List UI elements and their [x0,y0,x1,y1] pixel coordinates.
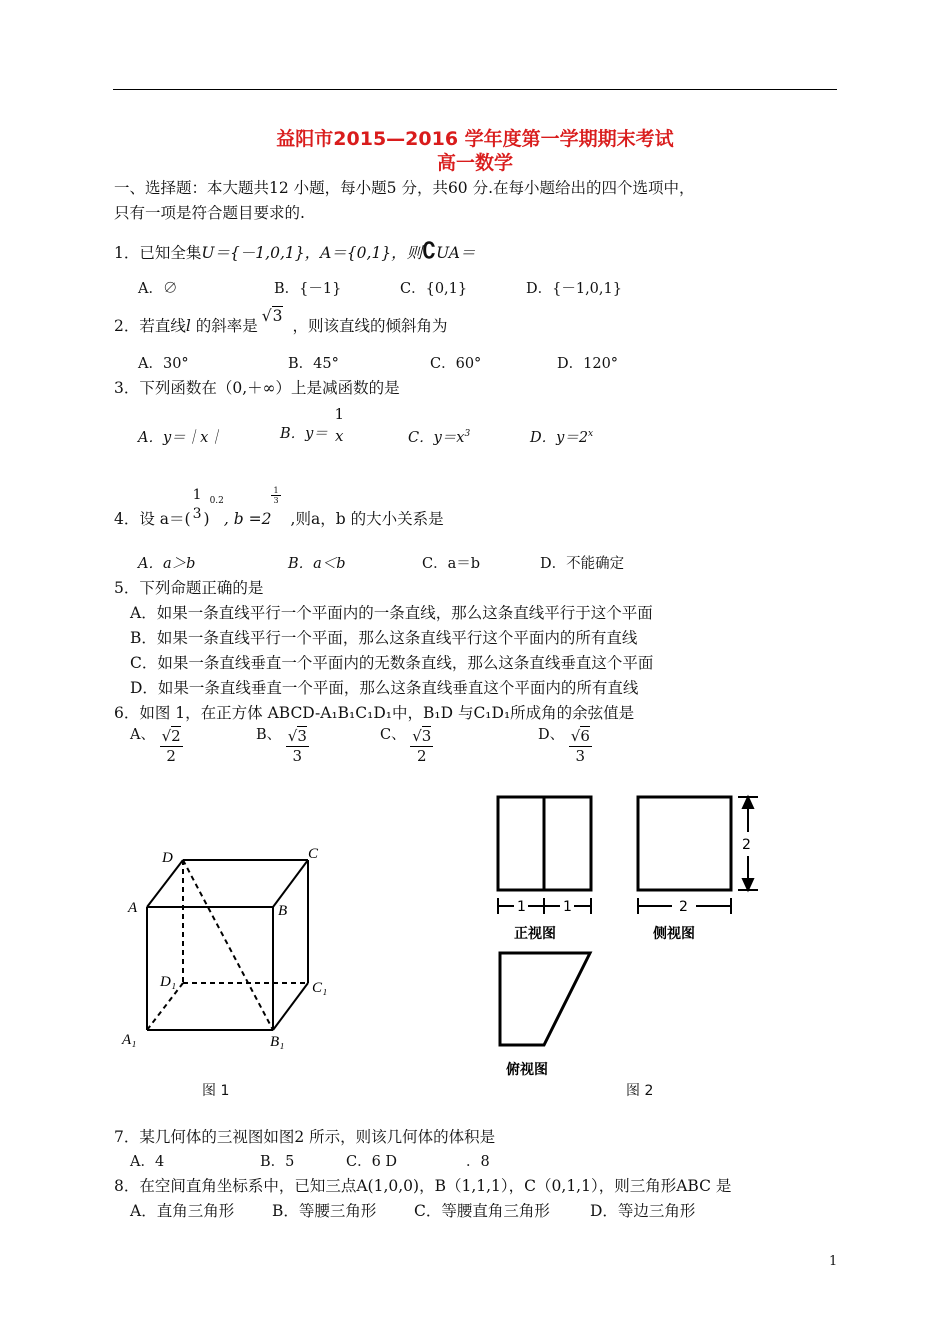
q7-option-d: ．8 [466,1154,490,1170]
q4-mid: , b =2 [223,510,272,528]
label-c: C [308,846,319,862]
q1-prefix: 1．已知全集 [114,244,202,262]
header-rule [113,89,837,90]
label-a: A [128,900,138,916]
q8-option-c: C．等腰直角三角形 [414,1202,550,1220]
q3-optc-base: C．y＝x [408,430,465,446]
label-c1: C₁ [312,980,328,996]
q3-optd-base: D．y＝2 [530,430,589,446]
dim-label-1: 1 [517,899,526,915]
figure-2-caption: 图 2 [626,1083,654,1099]
q4-option-b: B．a＜b [288,556,346,572]
diagonal-db1 [183,860,273,1030]
q5-option-d: D．如果一条直线垂直一个平面，那么这条直线垂直这个平面内的所有直线 [130,679,639,697]
q6-opta-num: √2 [161,727,181,745]
q7-option-a: A．4 [130,1154,165,1170]
side-view [638,797,731,890]
q6-optc-radicand: 3 [421,727,432,745]
question-5: 5．下列命题正确的是 [114,579,264,597]
q6-optc-den: 2 [417,747,427,765]
q6-opta-radicand: 2 [171,727,181,745]
q3-option-c [408,426,470,447]
q4-exp2 [271,486,280,505]
q6-option-c [380,727,433,766]
q6-option-a [130,727,183,766]
q4-frac-num: 1 [192,487,202,503]
q6-opta-label: A、 [130,726,155,743]
top-view [500,953,590,1045]
question-1 [114,238,475,264]
page-number: 1 [829,1254,838,1269]
q2-line-l: l [185,317,191,335]
q6-option-d [538,727,592,766]
question-4 [114,478,444,528]
side-view-label: 侧视图 [653,926,695,942]
q8-option-a: A．直角三角形 [130,1202,235,1220]
q8-option-d: D．等边三角形 [590,1202,696,1220]
q2-option-a: A．30° [138,356,189,372]
q1-tail: UA＝ [436,244,476,262]
q2-sqrt-radicand: 3 [272,307,283,325]
q4-option-c: C．a＝b [422,556,481,572]
q1-sets: U＝{－1,0,1}，A＝{0,1}，则 [201,244,423,262]
q6-option-b [256,727,309,766]
q6-optd-radicand: 6 [580,727,590,745]
label-a1: A₁ [122,1032,137,1048]
q3-optb-num: 1 [334,405,345,423]
exam-title: 益阳市2015—2016 学年度第一学期期末考试 [276,128,674,150]
question-7: 7．某几何体的三视图如图2 所示，则该几何体的体积是 [114,1128,496,1146]
q7-option-b: B．5 [260,1154,295,1170]
q3-optc-exp: 3 [464,429,471,440]
q4-pre: 4．设 a＝( [114,510,191,528]
q6-optb-radicand: 3 [297,727,307,745]
question-6: 6．如图 1，在正方体 ABCD-A₁B₁C₁D₁中，B₁D 与C₁D₁所成角的余弦值是 [114,704,635,722]
q2-option-c: C．60° [430,356,482,372]
q4-exp2-den: 3 [273,495,279,505]
dim-label-side: 2 [679,899,688,915]
label-d1: D₁ [160,974,177,990]
q4-exp1: 0.2 [209,495,224,506]
q4-tail: ,则a，b 的大小关系是 [290,510,444,528]
q6-optb-den: 3 [292,747,303,765]
q4-paren: ) [203,510,210,528]
q3-option-b [280,403,346,447]
q7-option-c: C．6 D [346,1154,398,1170]
q2-option-b: B．45° [288,356,339,372]
section-instructions-line2: 只有一项是符合题目要求的. [114,204,305,222]
dim-label-2: 1 [563,899,572,915]
q4-option-d: D．不能确定 [540,556,625,572]
q1-option-c: C．{0,1} [400,281,468,297]
q6-optd-label: D、 [538,726,565,743]
q6-optc-label: C、 [380,726,406,743]
q6-optc-fraction [410,727,433,766]
section-instructions-line1: 一、选择题：本大题共12 小题，每小题5 分，共60 分.在每小题给出的四个选项中， [114,179,695,197]
q3-option-d [530,426,593,447]
q1-option-d: D．{－1,0,1} [526,281,622,297]
top-view-label: 俯视图 [506,1062,548,1078]
figure-1-caption: 图 1 [202,1083,230,1099]
q6-opta-fraction [160,727,183,766]
q5-option-b: B．如果一条直线平行一个平面，那么这条直线平行这个平面内的所有直线 [130,629,638,647]
label-d: D [162,850,173,866]
q4-exp2-num: 1 [273,485,279,495]
q6-optc-num: √3 [412,727,432,745]
q2-option-d: D．120° [557,356,619,372]
figure-1-cube [120,840,350,1060]
q6-optd-fraction [569,727,592,766]
q1-option-a: A．∅ [138,281,178,297]
question-3: 3．下列函数在（0,＋∞）上是减函数的是 [114,379,400,397]
question-8: 8．在空间直角坐标系中，已知三点A(1,0,0)，B（1,1,1），C（0,1,1），则三角形ABC 是 [114,1177,732,1195]
q3-optb-den: x [335,427,344,445]
q3-optb-prefix: B．y＝ [280,426,328,442]
edge-b1c1 [273,983,308,1030]
arrow-up [743,797,753,808]
q6-opta-den: 2 [166,747,176,765]
q1-option-b: B．{－1} [274,281,342,297]
question-2 [114,307,448,336]
q2-text-c: ，则该直线的倾斜角为 [292,317,448,335]
front-view-label: 正视图 [514,926,556,942]
complement-symbol: ∁ [422,238,437,264]
figure-2-three-views [490,790,770,1090]
q5-option-c: C．如果一条直线垂直一个平面内的无数条直线，那么这条直线垂直这个平面 [130,654,654,672]
q8-option-b: B．等腰三角形 [272,1202,377,1220]
arrow-down [743,879,753,890]
label-b: B [278,903,288,919]
q2-sqrt: √3 [261,307,283,325]
q3-option-a: A．y＝｜x｜ [138,430,223,446]
q5-option-a: A．如果一条直线平行一个平面内的一条直线，那么这条直线平行于这个平面 [130,604,653,622]
q2-text-a: 2．若直线 [114,317,186,335]
q6-optd-num: √6 [570,727,590,745]
edge-d1a1-hidden [147,983,183,1030]
q6-optb-num: √3 [287,727,307,745]
q3-optd-exp: x [588,429,594,440]
dim-label-height: 2 [742,837,751,853]
q2-text-b: 的斜率是 [190,317,258,335]
q3-optb-fraction [332,403,346,447]
edge-ad [147,860,183,907]
q6-optd-den: 3 [575,747,586,765]
q4-frac-den: 3 [192,506,202,522]
q4-option-a: A．a＞b [138,556,196,572]
q6-optb-label: B、 [256,726,282,743]
subject-title: 高一数学 [436,152,513,174]
q6-optb-fraction [286,727,309,766]
q4-fraction [191,486,204,524]
label-b1: B₁ [270,1034,285,1050]
edge-bc [273,860,308,907]
